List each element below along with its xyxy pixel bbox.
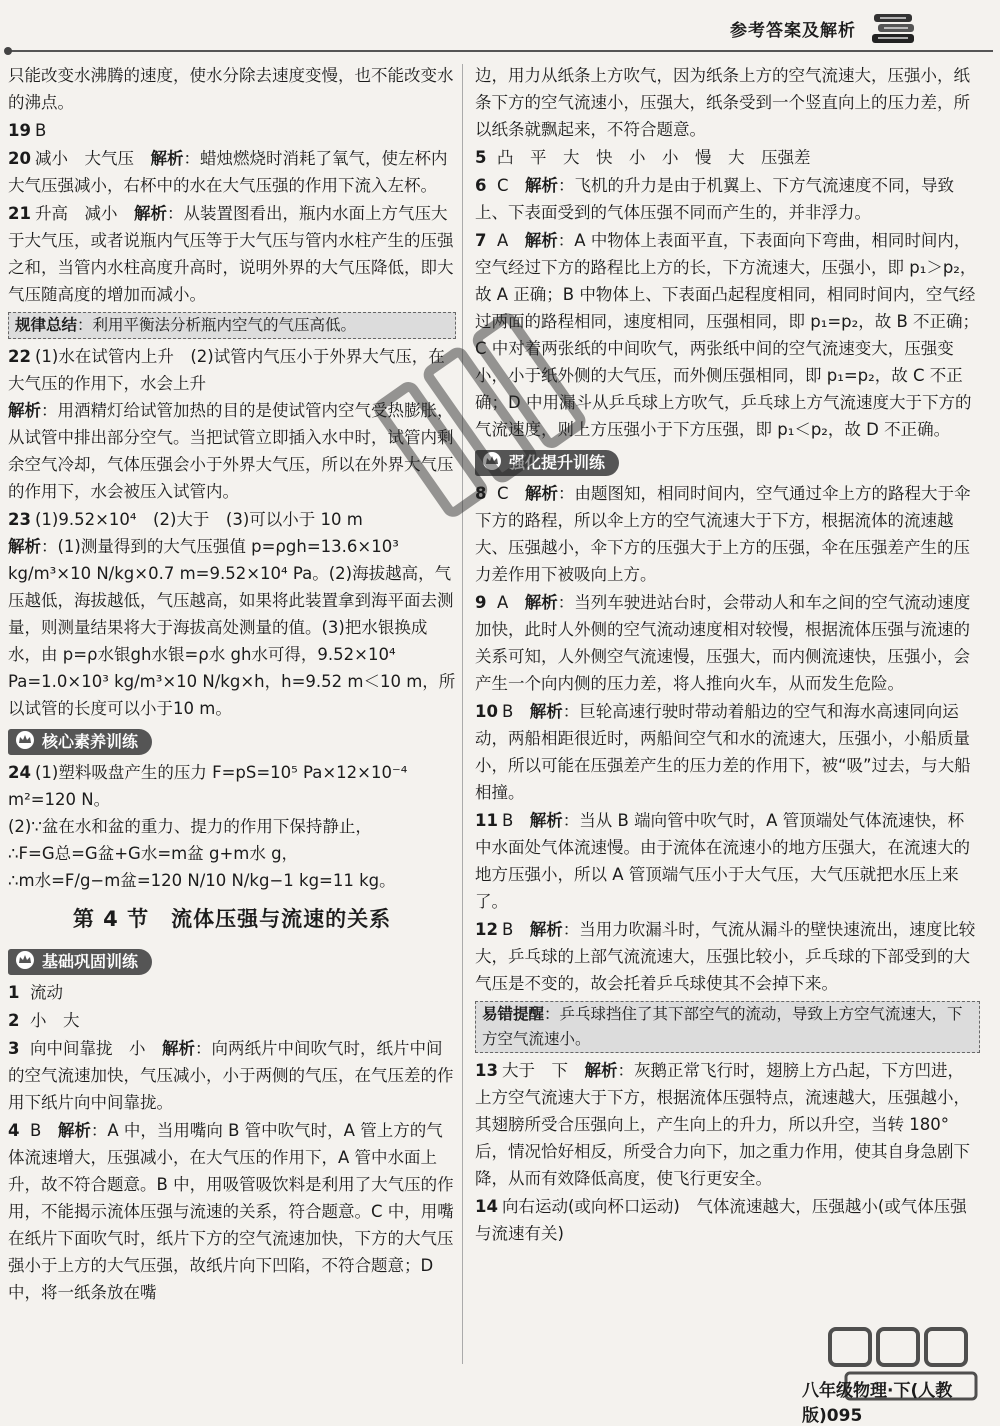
answer-line-3: ∴F=G总=G盆+G水=m盆 g+m水 g， bbox=[8, 844, 299, 863]
question-number: 22 bbox=[8, 347, 31, 366]
analysis-label: 解析 bbox=[8, 401, 41, 420]
answer-text: A bbox=[497, 231, 509, 250]
continued-text: 边，用力从纸条上方吹气，因为纸条上方的空气流速大，压强小，纸条下方的空气流速小，压强大，纸条受到一个竖直向上的压力差，所以纸条就飘起来，不符合题意。 bbox=[475, 66, 970, 139]
footer-book-title: 八年级物理·下(人教版) bbox=[802, 1381, 953, 1426]
answer-text: (1)塑料吸盘产生的压力 F=pS=10⁵ Pa×12×10⁻⁴ m²=120 N。 bbox=[8, 763, 408, 809]
answer-4 bbox=[8, 1117, 456, 1306]
question-number: 11 bbox=[475, 811, 498, 830]
tip-label: 规律总结 bbox=[15, 316, 78, 334]
analysis-label: 解析 bbox=[150, 149, 184, 168]
answer-text: 减小 大气压 bbox=[34, 149, 134, 168]
column-divider bbox=[462, 64, 463, 1364]
answer-19 bbox=[8, 117, 456, 144]
section-title: 基础巩固训练 bbox=[42, 952, 139, 971]
analysis-label: 解析 bbox=[524, 231, 558, 250]
section-title: 核心素养训练 bbox=[42, 732, 139, 751]
continued-text: 只能改变水沸腾的速度，使水分除去速度变慢，也不能改变水的沸点。 bbox=[8, 66, 454, 112]
analysis-label: 解析 bbox=[584, 1061, 618, 1080]
answer-6 bbox=[475, 172, 980, 226]
answer-text: B bbox=[501, 920, 514, 939]
analysis-text: ：(1)测量得到的大气压强值 p=ρgh=13.6×10³ kg/m³×10 N/kg×0.7 m=9.52×10⁴ Pa。(2)海拔越高，气压越低，海拔越低，气压越高，如果将此装置拿到海平面去测量，则测量结果将大于海拔高处测量的值。(3)把水银换成水，由 p=ρ水银gh水银=ρ水 gh水可得，9.52×10⁴ Pa=1.0×10³ kg/m³×10 N/kg×h，h=9.52 m＜10 m，所以试管的长度可以小于10 m。 bbox=[8, 537, 456, 718]
common-mistake-box bbox=[475, 1001, 980, 1053]
answer-text: B bbox=[501, 811, 514, 830]
section-header-basic-training bbox=[8, 949, 152, 975]
stamp-watermark bbox=[360, 290, 600, 540]
answer-text: 凸 平 大 快 小 小 慢 大 压强差 bbox=[497, 148, 811, 167]
analysis-label: 解析 bbox=[8, 537, 41, 556]
left-column bbox=[8, 62, 456, 1307]
answer-text: 小 大 bbox=[30, 1011, 80, 1030]
answer-3 bbox=[8, 1035, 456, 1116]
question-number: 14 bbox=[475, 1197, 498, 1216]
section-title: 强化提升训练 bbox=[509, 453, 606, 472]
question-number: 3 bbox=[8, 1039, 20, 1058]
answer-5 bbox=[475, 144, 980, 171]
analysis-text: ：飞机的升力是由于机翼上、下方气流速度不同，导致上、下表面受到的气体压强不同而产生的，并非浮力。 bbox=[475, 176, 955, 222]
answer-text: (1)9.52×10⁴ (2)大于 (3)可以小于 10 m bbox=[34, 510, 363, 529]
analysis-text: ：由题图知，相同时间内，空气通过伞上方的路程大于伞下方的路程，所以伞上方的空气流速大于下方，根据流体的流速越大、压强越小，伞下方的压强大于上方的压强，伞在压强差产生的压力差作用下被吸向上方。 bbox=[475, 484, 971, 584]
analysis-text: ：当用力吹漏斗时，气流从漏斗的壁快速流出，速度比较大，乒乓球的上部气流流速大，压强比较小，乒乓球的下部受到的大气压是不变的，故会托着乒乓球使其不会掉下来。 bbox=[475, 920, 976, 993]
question-number: 2 bbox=[8, 1011, 20, 1030]
answer-2 bbox=[8, 1007, 456, 1034]
question-number: 5 bbox=[475, 148, 487, 167]
question-number: 24 bbox=[8, 763, 31, 782]
answer-text: A bbox=[497, 593, 509, 612]
answer-text: 向右运动(或向杯口运动) 气体流速越大，压强越小(或气体压强与流速有关) bbox=[475, 1197, 967, 1243]
crown-icon bbox=[14, 730, 36, 750]
answer-text: B bbox=[501, 702, 514, 721]
analysis-text: ：A 中，当用嘴向 B 管中吹气时，A 管上方的气体流速增大，压强减小，在大气压的作用下，A 管中水面上升，故不符合题意。B 中，用吸管吸饮料是利用了大气压的作用，不能揭示流体压强与流速的关系，符合题意。C 中，用嘴在纸片下面吹气时，纸片下方的空气流速加快，下方的大气压强小于上方的大气压强，故纸片向下凹陷，不符合题意；D 中，将一纸条放在嘴 bbox=[8, 1121, 454, 1302]
answer-line-4: ∴m水=F/g−m盆=120 N/10 N/kg−1 kg=11 kg。 bbox=[8, 871, 396, 890]
answer-text: (1)水在试管内上升 (2)试管内气压小于外界大气压，在大气压的作用下，水会上升 bbox=[8, 347, 445, 393]
answer-text: 升高 减小 bbox=[34, 204, 118, 223]
analysis-text: ：灰鹅正常飞行时，翅膀上方凸起，下方凹进，上方空气流速大于下方，根据流体压强特点，流速越大，压强越小，其翅膀所受合压强向上，产生向上的升力，所以升空，当转 180°后，情况恰好相反，所受合力向下，加之重力作用，使其自身急剧下降，从而有效降低高度，使飞行更安全。 bbox=[475, 1061, 970, 1188]
answer-text: C bbox=[497, 484, 509, 503]
answer-line-2: (2)∵盆在水和盆的重力、提力的作用下保持静止， bbox=[8, 817, 372, 836]
answer-1 bbox=[8, 979, 456, 1006]
answer-24 bbox=[8, 759, 456, 894]
question-number: 1 bbox=[8, 983, 20, 1002]
question-number: 8 bbox=[475, 484, 487, 503]
page-header bbox=[0, 0, 1000, 60]
question-number: 7 bbox=[475, 231, 487, 250]
section-header-core-literacy bbox=[8, 729, 152, 755]
answer-text: 流动 bbox=[30, 983, 63, 1002]
question-number: 12 bbox=[475, 920, 498, 939]
header-rule-dot bbox=[4, 47, 12, 55]
books-icon bbox=[870, 10, 920, 50]
tip-text: ：利用平衡法分析瓶内空气的气压高低。 bbox=[77, 316, 357, 334]
analysis-label: 解析 bbox=[162, 1039, 195, 1058]
answer-10 bbox=[475, 698, 980, 806]
analysis-label: 解析 bbox=[57, 1121, 91, 1140]
question-number: 4 bbox=[8, 1121, 20, 1140]
crown-icon bbox=[14, 950, 36, 970]
page-number: 095 bbox=[826, 1406, 863, 1426]
right-column bbox=[475, 62, 980, 1248]
analysis-label: 解析 bbox=[529, 920, 563, 939]
tip-label: 易错提醒 bbox=[482, 1005, 545, 1023]
analysis-text: ：当从 B 端向管中吹气时，A 管顶端处气体流速快，杯中水面处气体流速慢。由于流体在流速小的地方压强大，在流速大的地方压强小，所以 A 管顶端气压小于大气压，大气压就把水压上来了。 bbox=[475, 811, 970, 911]
question-number: 6 bbox=[475, 176, 487, 195]
analysis-label: 解析 bbox=[525, 176, 559, 195]
header-rule bbox=[8, 50, 993, 52]
page-footer bbox=[802, 1376, 1000, 1426]
question-number: 19 bbox=[8, 121, 31, 140]
answer-text: B bbox=[34, 121, 47, 140]
answer-text: 向中间靠拢 小 bbox=[30, 1039, 146, 1058]
answer-12 bbox=[475, 916, 980, 997]
analysis-label: 解析 bbox=[529, 702, 563, 721]
question-number: 10 bbox=[475, 702, 498, 721]
answer-text: B bbox=[30, 1121, 42, 1140]
analysis-text: ：A 中物体上表面平直，下表面向下弯曲，相同时间内，空气经过下方的路程比上方的长，下方流速大，压强小，即 p₁＞p₂，故 A 正确；B 中物体上、下表面凸起程度相同，相同时间内，空气经过两面的路程相同，速度相同，压强相同，即 p₁=p₂，故 B 不正确；C 中对着两张纸的中间吹气，两张纸中间的空气流速变大，压强变小，小于纸外侧的大气压，而外侧压强相同，即 p₁=p₂，故 C 不正确；D 中用漏斗从乒乓球上方吹气，乒乓球上方气流速度大于下方的气流速度，则上方压强小于下方压强，即 p₁＜p₂，故 D 不正确。 bbox=[475, 231, 980, 439]
analysis-text: ：蜡烛燃烧时消耗了氧气，使左杯内大气压强减小，右杯中的水在大气压强的作用下流入左杯。 bbox=[8, 149, 448, 195]
analysis-label: 解析 bbox=[524, 593, 558, 612]
analysis-text: ：用酒精灯给试管加热的目的是使试管内空气受热膨胀，从试管中排出部分空气。当把试管立即插入水中时，试管内剩余空气冷却，气体压强会小于外界大气压，所以在外界大气压的作用下，水会被压入试管内。 bbox=[8, 401, 454, 501]
chapter-title: 第 4 节 流体压强与流速的关系 bbox=[72, 907, 392, 931]
question-number: 23 bbox=[8, 510, 31, 529]
answer-9 bbox=[475, 589, 980, 697]
analysis-label: 解析 bbox=[529, 811, 563, 830]
answer-13 bbox=[475, 1057, 980, 1192]
tip-text: ：乒乓球挡住了其下部空气的流动，导致上方空气流速大，下方空气流速小。 bbox=[482, 1005, 963, 1048]
analysis-text: ：当列车驶进站台时，会带动人和车之间的空气流动速度加快，此时人外侧的空气流动速度相对较慢，根据流体压强与流速的关系可知，人外侧空气流速慢，压强大，而内侧流速快，压强小，会产生一个向内侧的压力差，将人推向火车，从而发生危险。 bbox=[475, 593, 971, 693]
answer-11 bbox=[475, 807, 980, 915]
analysis-text: ：从装置图看出，瓶内水面上方气压大于大气压，或者说瓶内气压等于大气压与管内水柱产生的压强之和，当管内水柱高度升高时，说明外界的大气压降低，即大气压随高度的增加而减小。 bbox=[8, 204, 454, 304]
answer-text: C bbox=[497, 176, 509, 195]
question-number: 13 bbox=[475, 1061, 498, 1080]
analysis-label: 解析 bbox=[133, 204, 167, 223]
question-number: 21 bbox=[8, 204, 31, 223]
analysis-text: ：向两纸片中间吹气时，纸片中间的空气流速加快，气压减小，小于两侧的气压，在气压差的作用下纸片向中间靠拢。 bbox=[8, 1039, 454, 1112]
answer-text: 大于 下 bbox=[501, 1061, 568, 1080]
question-number: 20 bbox=[8, 149, 31, 168]
analysis-label: 解析 bbox=[525, 484, 559, 503]
analysis-text: ：巨轮高速行驶时带动着船边的空气和海水高速同向运动，两船相距很近时，两船间空气和水的流速大，压强小，小船质量小，所以可能在压强差产生的压力差的作用下，被“吸”过去，与大船相撞。 bbox=[475, 702, 971, 802]
answer-20 bbox=[8, 145, 456, 199]
answer-14 bbox=[475, 1193, 980, 1247]
question-number: 9 bbox=[475, 593, 487, 612]
header-title: 参考答案及解析 bbox=[730, 21, 856, 41]
